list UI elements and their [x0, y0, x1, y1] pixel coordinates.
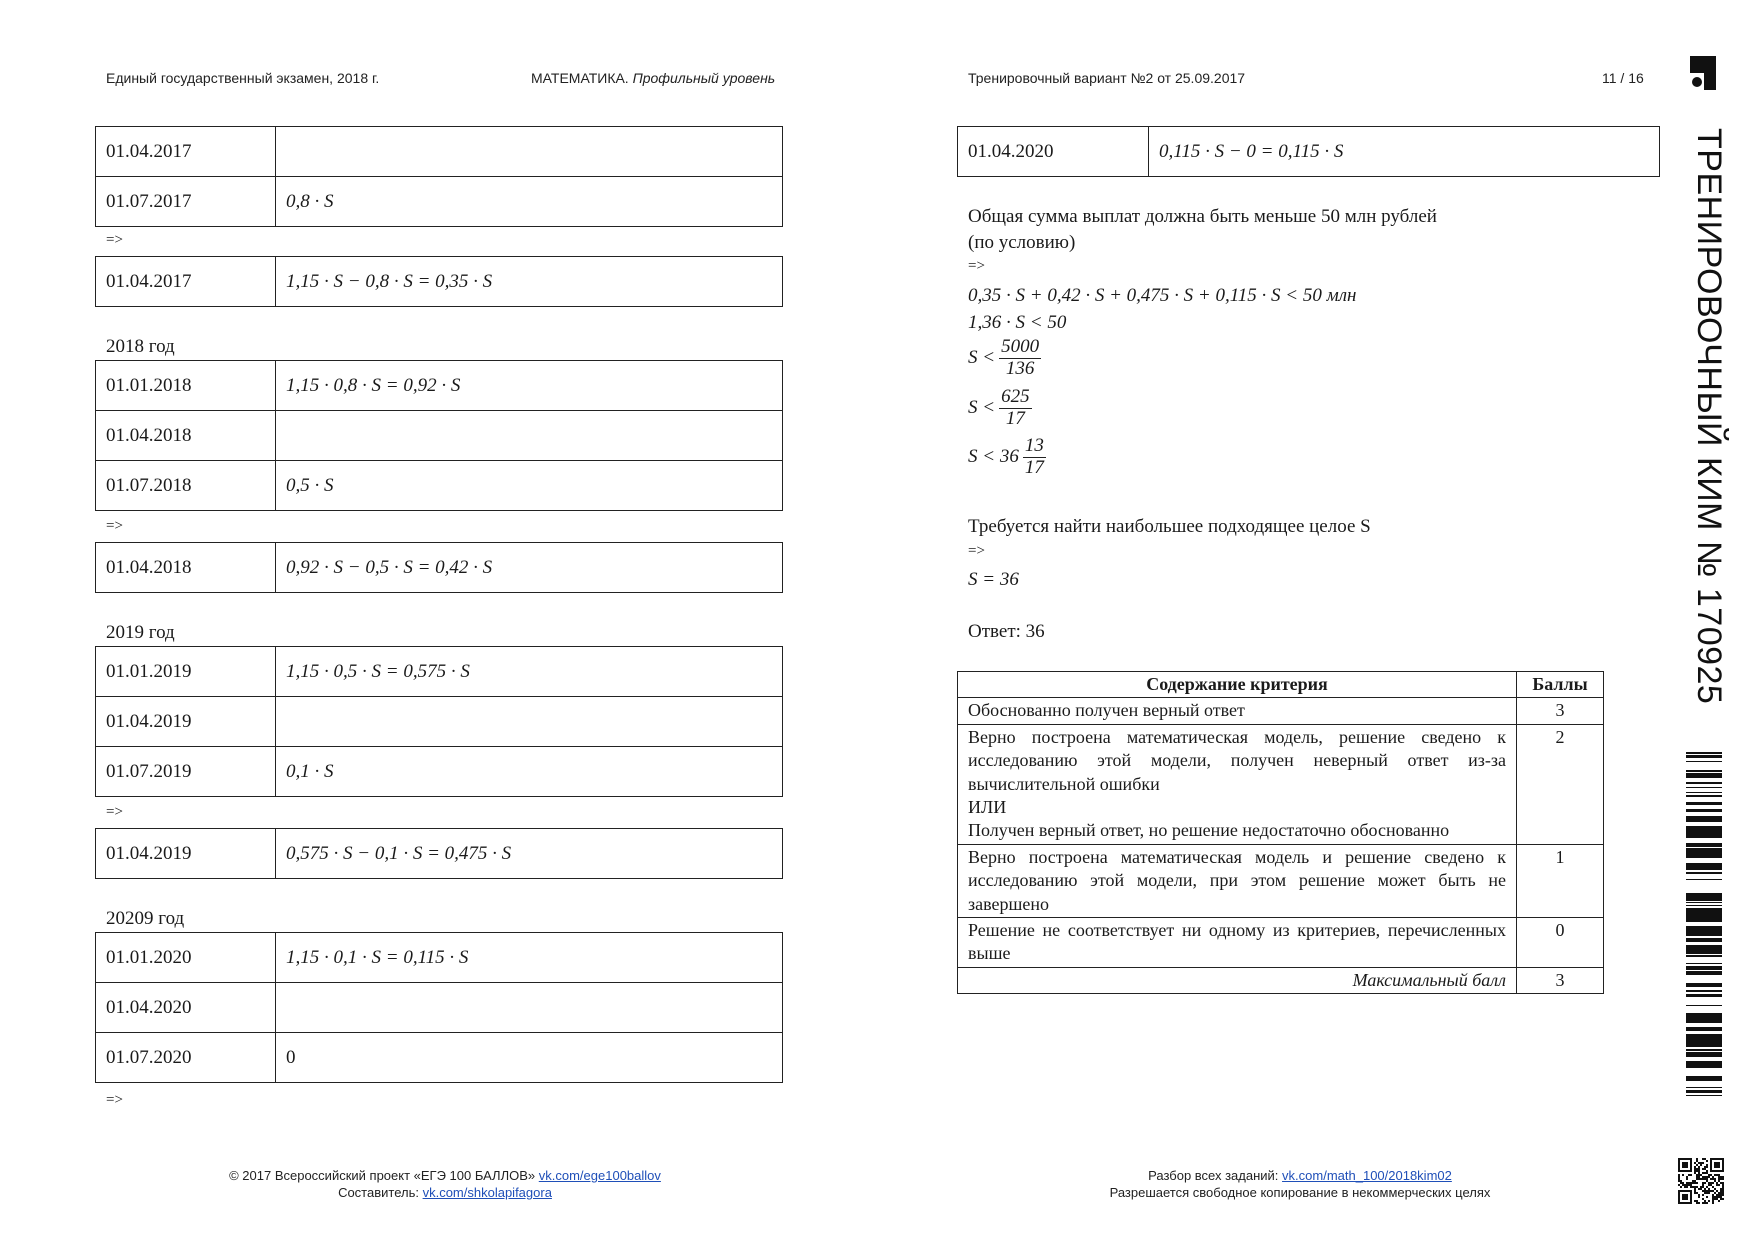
table-row — [958, 724, 1604, 844]
inequality-sum: 0,35 · S + 0,42 · S + 0,475 · S + 0,115 · S < 50 млн — [968, 285, 1357, 306]
inequality-simplified: 1,36 · S < 50 — [968, 312, 1067, 333]
date-cell: 01.07.2020 — [96, 1033, 276, 1083]
page-number: 11 / 16 — [1602, 70, 1644, 86]
footer-author-label: Составитель: — [338, 1185, 419, 1200]
fraction-line-2 — [968, 387, 1032, 430]
date-cell: 01.01.2019 — [96, 647, 276, 697]
numerator: 5000 — [1001, 336, 1040, 357]
criterion-points: 2 — [1517, 724, 1604, 844]
header-subject — [531, 70, 775, 86]
fraction — [1023, 436, 1046, 479]
value-cell: 0 — [276, 1033, 783, 1083]
table-row — [96, 1033, 783, 1083]
value-cell — [276, 697, 783, 747]
table-2020-balance — [957, 126, 1660, 177]
table-row — [958, 127, 1660, 177]
criterion-points: 1 — [1517, 844, 1604, 917]
table-2019-payments — [95, 646, 783, 797]
requirement-text: Требуется найти наибольшее подходящее целое S — [968, 516, 1371, 537]
implies-arrow: => — [106, 804, 123, 820]
table-row — [96, 697, 783, 747]
footer-link-shkolapifagora[interactable]: vk.com/shkolapifagora — [422, 1185, 552, 1200]
criterion-points: 3 — [1517, 698, 1604, 724]
table-2018-payments — [95, 360, 783, 511]
header-left: Единый государственный экзамен, 2018 г. — [106, 70, 380, 86]
fraction-lhs: S < — [968, 396, 996, 418]
value-cell — [276, 127, 783, 177]
header-subject-name: МАТЕМАТИКА. — [531, 70, 629, 86]
footer-analysis-label: Разбор всех заданий: — [1148, 1168, 1279, 1183]
value-cell: 1,15 · 0,8 · S = 0,92 · S — [276, 361, 783, 411]
value-cell: 0,5 · S — [276, 461, 783, 511]
table-2017-payments — [95, 126, 783, 227]
date-cell: 01.07.2017 — [96, 177, 276, 227]
table-row — [958, 967, 1604, 993]
date-cell: 01.04.2020 — [96, 983, 276, 1033]
table-row — [96, 933, 783, 983]
implies-arrow: => — [106, 518, 123, 534]
criteria-table — [957, 671, 1604, 994]
table-row — [96, 127, 783, 177]
criterion-text: Верно построена математическая модель и решение сведено к исследованию этой модели, при этом решение может быть не завершено — [958, 844, 1517, 917]
condition-line-1: Общая сумма выплат должна быть меньше 50 млн рублей — [968, 206, 1437, 227]
footer-link-ege100ballov[interactable]: vk.com/ege100ballov — [538, 1168, 661, 1183]
answer-line: Ответ: 36 — [968, 621, 1045, 642]
denominator: 17 — [1005, 407, 1025, 429]
table-row — [96, 361, 783, 411]
date-cell: 01.04.2019 — [96, 697, 276, 747]
table-row — [958, 917, 1604, 967]
value-cell: 1,15 · S − 0,8 · S = 0,35 · S — [276, 257, 783, 307]
table-2019-balance — [95, 828, 783, 879]
value-cell: 0,92 · S − 0,5 · S = 0,42 · S — [276, 543, 783, 593]
table-2017-balance — [95, 256, 783, 307]
criterion-text: Обоснованно получен верный ответ — [958, 698, 1517, 724]
criterion-points: 0 — [1517, 917, 1604, 967]
footer-link-math100[interactable]: vk.com/math_100/2018kim02 — [1282, 1168, 1452, 1183]
table-row — [96, 829, 783, 879]
fraction-line-1 — [968, 337, 1041, 380]
criterion-text-alt: Получен верный ответ, но решение недостаточно обоснованно — [968, 820, 1450, 841]
value-cell — [276, 983, 783, 1033]
header-content: Содержание критерия — [958, 672, 1517, 698]
date-cell: 01.07.2018 — [96, 461, 276, 511]
criterion-or: ИЛИ — [968, 796, 1007, 817]
criterion-cell — [958, 724, 1517, 844]
table-row — [96, 177, 783, 227]
condition-line-2: (по условию) — [968, 232, 1076, 253]
implies-arrow: => — [968, 258, 985, 274]
numerator: 625 — [1001, 386, 1030, 407]
corner-mark-icon — [1690, 56, 1716, 90]
date-cell: 01.04.2017 — [96, 127, 276, 177]
table-row — [96, 543, 783, 593]
header-points: Баллы — [1517, 672, 1604, 698]
table-row — [96, 411, 783, 461]
qr-code-icon — [1678, 1158, 1724, 1204]
year-label-2019: 2019 год — [106, 622, 175, 643]
table-row — [958, 698, 1604, 724]
numerator: 13 — [1024, 435, 1044, 456]
value-cell: 1,15 · 0,1 · S = 0,115 · S — [276, 933, 783, 983]
date-cell: 01.04.2020 — [958, 127, 1149, 177]
value-cell — [276, 411, 783, 461]
implies-arrow: => — [106, 232, 123, 248]
criterion-text: Решение не соответствует ни одному из критериев, перечисленных выше — [958, 917, 1517, 967]
result-line: S = 36 — [968, 569, 1019, 590]
fraction-lhs: S < — [968, 346, 996, 368]
header-variant: Тренировочный вариант №2 от 25.09.2017 — [968, 70, 1246, 86]
value-cell: 0,575 · S − 0,1 · S = 0,475 · S — [276, 829, 783, 879]
fraction-line-3 — [968, 436, 1046, 479]
fraction — [999, 387, 1032, 430]
date-cell: 01.04.2018 — [96, 411, 276, 461]
year-label-2020: 20209 год — [106, 908, 185, 929]
table-row — [96, 647, 783, 697]
header-level: Профильный уровень — [632, 70, 776, 86]
implies-arrow: => — [968, 543, 985, 559]
value-cell: 1,15 · 0,5 · S = 0,575 · S — [276, 647, 783, 697]
table-row — [958, 844, 1604, 917]
table-2018-balance — [95, 542, 783, 593]
criterion-text: Верно построена математическая модель, решение сведено к исследованию этой модели, получен неверный ответ из-за вычислительной ошибки — [968, 726, 1506, 794]
date-cell: 01.04.2019 — [96, 829, 276, 879]
date-cell: 01.01.2018 — [96, 361, 276, 411]
table-2020-payments — [95, 932, 783, 1083]
date-cell: 01.01.2020 — [96, 933, 276, 983]
denominator: 17 — [1024, 456, 1044, 478]
table-row — [96, 747, 783, 797]
vertical-title: ТРЕНИРОВОЧНЫЙ КИМ № 170925 — [1690, 128, 1728, 705]
value-cell: 0,8 · S — [276, 177, 783, 227]
implies-arrow: => — [106, 1092, 123, 1108]
date-cell: 01.07.2019 — [96, 747, 276, 797]
year-label-2018: 2018 год — [106, 336, 175, 357]
date-cell: 01.04.2017 — [96, 257, 276, 307]
barcode-icon — [1686, 752, 1722, 1100]
fraction — [999, 337, 1041, 380]
footer-left — [195, 1168, 695, 1200]
footer-right — [1020, 1168, 1580, 1200]
max-score-label: Максимальный балл — [958, 967, 1517, 993]
table-row — [96, 461, 783, 511]
footer-license: Разрешается свободное копирование в некоммерческих целях — [1109, 1185, 1491, 1200]
fraction-lhs: S < 36 — [968, 445, 1019, 467]
value-cell: 0,1 · S — [276, 747, 783, 797]
table-header-row — [958, 672, 1604, 698]
footer-copyright: © 2017 Всероссийский проект «ЕГЭ 100 БАЛЛОВ» — [229, 1168, 536, 1183]
value-cell: 0,115 · S − 0 = 0,115 · S — [1149, 127, 1660, 177]
max-score-points: 3 — [1517, 967, 1604, 993]
table-row — [96, 983, 783, 1033]
table-row — [96, 257, 783, 307]
date-cell: 01.04.2018 — [96, 543, 276, 593]
denominator: 136 — [1005, 357, 1035, 379]
